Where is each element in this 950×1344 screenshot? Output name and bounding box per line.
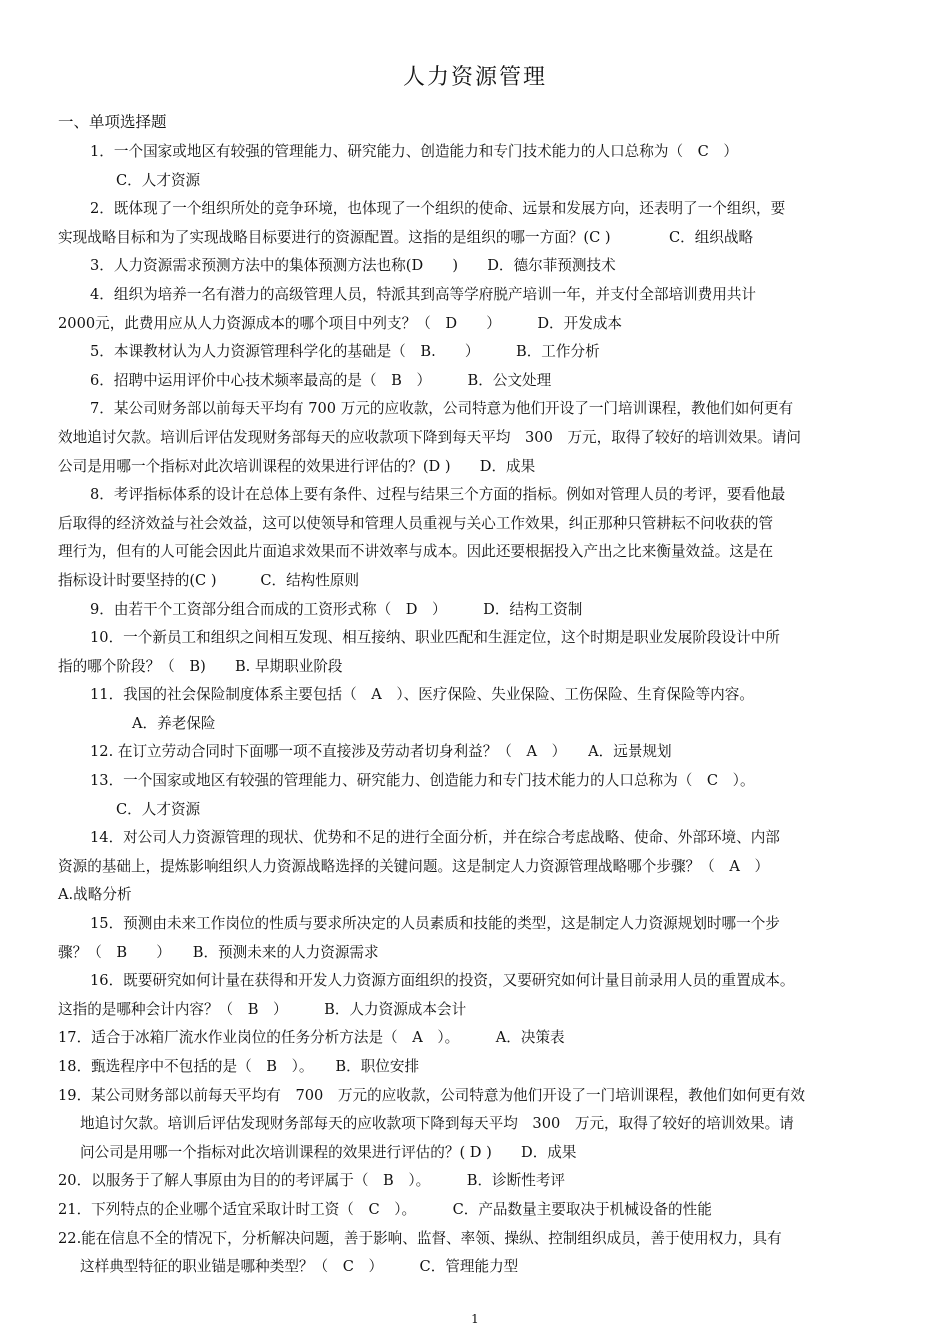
text-line: 这样典型特征的职业锚是哪种类型？（ C ） C．管理能力型 — [80, 1258, 519, 1276]
text-line: 这指的是哪种会计内容？（ B ） B．人力资源成本会计 — [58, 1000, 467, 1018]
text-line: 20．以服务于了解人事原由为目的的考评属于（ B ）。 B．诊断性考评 — [58, 1172, 566, 1190]
text-line: 公司是用哪一个指标对此次培训课程的效果进行评估的？(D ) D．成果 — [58, 457, 536, 475]
text-line: 12. 在订立劳动合同时下面哪一项不直接涉及劳动者切身利益？（ A ） A．远景规划 — [90, 743, 672, 761]
section-heading: 一、单项选择题 — [58, 113, 167, 131]
text-line: 骤？（ B ） B．预测未来的人力资源需求 — [58, 943, 379, 961]
text-line: 指标设计时要坚持的(C ) C．结构性原则 — [58, 571, 360, 589]
page-number: 1 — [471, 1312, 479, 1326]
text-line: 3．人力资源需求预测方法中的集体预测方法也称(D ) D．德尔菲预测技术 — [90, 257, 616, 275]
question-list — [58, 138, 896, 1282]
text-line: 10．一个新员工和组织之间相互发现、相互接纳、职业匹配和生涯定位，这个时期是职业发展阶段设计中所 — [90, 629, 780, 647]
text-line: 实现战略目标和为了实现战略目标要进行的资源配置。这指的是组织的哪一方面？(C ) C．组织战略 — [58, 228, 754, 246]
text-line: 2．既体现了一个组织所处的竞争环境，也体现了一个组织的使命、远景和发展方向，还表明了一个组织，要 — [90, 200, 786, 218]
text-line: 效地追讨欠款。培训后评估发现财务部每天的应收款项下降到每天平均 300 万元，取得了较好的培训效果。请问 — [58, 428, 801, 446]
text-line: 7．某公司财务部以前每天平均有 700 万元的应收款，公司特意为他们开设了一门培训课程，教他们如何更有 — [90, 400, 794, 418]
text-line: C．人才资源 — [116, 800, 201, 818]
text-line: 1．一个国家或地区有较强的管理能力、研究能力、创造能力和专门技术能力的人口总称为（ C ） — [90, 143, 738, 160]
text-line: A.战略分析 — [58, 886, 132, 904]
text-line: 6．招聘中运用评价中心技术频率最高的是（ B ） B．公文处理 — [90, 371, 552, 389]
text-line: 理行为，但有的人可能会因此片面追求效果而不讲效率与成本。因此还要根据投入产出之比来衡量效益。这是在 — [58, 543, 774, 561]
text-line: 2000元，此费用应从人力资源成本的哪个项目中列支？（ D ） D．开发成本 — [58, 314, 623, 332]
text-line: 16．既要研究如何计量在获得和开发人力资源方面组织的投资，又要研究如何计量目前录用人员的重置成本。 — [90, 972, 795, 990]
text-line: 问公司是用哪一个指标对此次培训课程的效果进行评估的？( D ) D．成果 — [80, 1143, 577, 1161]
text-line: C．人才资源 — [116, 171, 201, 189]
text-line: 15．预测由未来工作岗位的性质与要求所决定的人员素质和技能的类型，这是制定人力资源规划时哪一个步 — [90, 915, 780, 933]
text-line: 14．对公司人力资源管理的现状、优势和不足的进行全面分析，并在综合考虑战略、使命、外部环境、内部 — [90, 829, 780, 847]
text-line: 资源的基础上，提炼影响组织人力资源战略选择的关键问题。这是制定人力资源管理战略哪个步骤？（ A ） — [58, 857, 770, 875]
text-line: 19．某公司财务部以前每天平均有 700 万元的应收款，公司特意为他们开设了一门培训课程，教他们如何更有效 — [58, 1086, 805, 1104]
text-line: 17．适合于冰箱厂流水作业岗位的任务分析方法是（ A ）。 A．决策表 — [58, 1029, 565, 1047]
text-line: 22.能在信息不全的情况下，分析解决问题，善于影响、监督、率领、操纵、控制组织成员，善于使用权力，具有 — [58, 1229, 782, 1247]
text-line: 后取得的经济效益与社会效益，这可以使领导和管理人员重视与关心工作效果，纠正那种只管耕耘不问收获的管 — [58, 514, 774, 532]
text-line: 地追讨欠款。培训后评估发现财务部每天的应收款项下降到每天平均 300 万元，取得了较好的培训效果。请 — [80, 1115, 794, 1133]
text-line: 13．一个国家或地区有较强的管理能力、研究能力、创造能力和专门技术能力的人口总称为（ C ）。 — [90, 772, 755, 790]
text-line: 指的哪个阶段？（ B) B. 早期职业阶段 — [58, 657, 343, 675]
text-line: 11．我国的社会保险制度体系主要包括（ A ）、医疗保险、失业保险、工伤保险、生育保险等内容。 — [90, 686, 754, 704]
text-line: 5．本课教材认为人力资源管理科学化的基础是（ B. ） B．工作分析 — [90, 343, 600, 361]
text-line: 18．甄选程序中不包括的是（ B ）。 B．职位安排 — [58, 1058, 420, 1075]
text-line: 8．考评指标体系的设计在总体上要有条件、过程与结果三个方面的指标。例如对管理人员的考评，要看他最 — [90, 486, 786, 504]
document-title: 人力资源管理 — [402, 65, 547, 90]
text-line: 21．下列特点的企业哪个适宜采取计时工资（ C ）。 C．产品数量主要取决于机械设备的性能 — [58, 1200, 712, 1218]
text-line: A．养老保险 — [132, 714, 216, 732]
text-line: 4．组织为培养一名有潜力的高级管理人员，特派其到高等学府脱产培训一年，并支付全部培训费用共计 — [90, 285, 757, 303]
text-line: 9．由若干个工资部分组合而成的工资形式称（ D ） D．结构工资制 — [90, 600, 583, 618]
